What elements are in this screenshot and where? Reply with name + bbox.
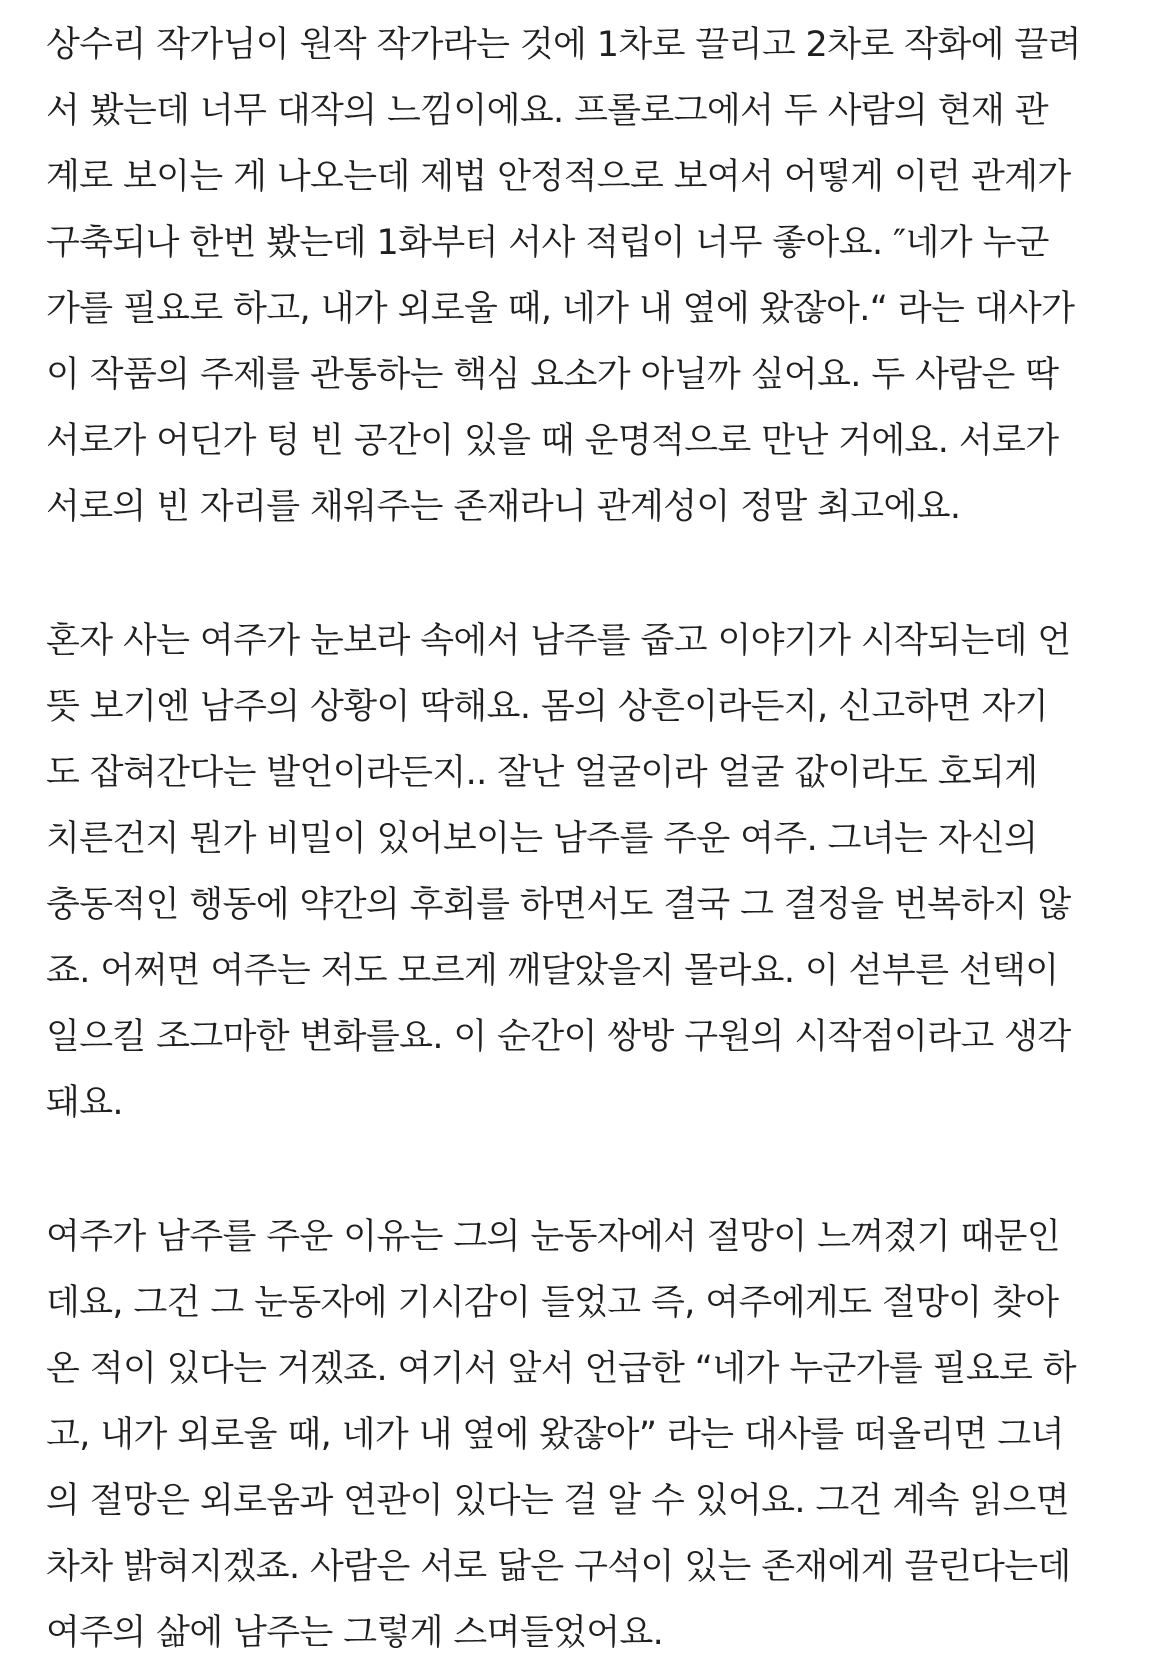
text-line: 상수리 작가님이 원작 작가라는 것에 1차로 끌리고 2차로 작화에 끌려 (46, 25, 1081, 65)
text-line: 혼자 사는 여주가 눈보라 속에서 남주를 줍고 이야기가 시작되는데 언 (46, 621, 1071, 661)
text-line: 계로 보이는 게 나오는데 제법 안정적으로 보여서 어떻게 이런 관계가 (46, 157, 1071, 197)
text-line: 고, 내가 외로울 때, 네가 내 옆에 왔잖아” 라는 대사를 떠올리면 그녀 (46, 1415, 1064, 1455)
paragraph-3 (46, 1204, 1126, 1666)
text-line: 서로가 어딘가 텅 빈 공간이 있을 때 운명적으로 만난 거에요. 서로가 (46, 421, 1059, 461)
text-line: 서로의 빈 자리를 채워주는 존재라니 관계성이 정말 최고에요. (46, 487, 961, 527)
text-line: 이 작품의 주제를 관통하는 핵심 요소가 아닐까 싶어요. 두 사람은 딱 (46, 355, 1059, 395)
paragraph-1 (46, 12, 1126, 540)
text-line: 일으킬 조그마한 변화를요. 이 순간이 쌍방 구원의 시작점이라고 생각 (46, 1017, 1071, 1057)
text-line: 구축되나 한번 봤는데 1화부터 서사 적립이 너무 좋아요. ″네가 누군 (46, 223, 1049, 263)
review-article (46, 12, 1126, 1666)
text-line: 가를 필요로 하고, 내가 외로울 때, 네가 내 옆에 왔잖아.“ 라는 대사가 (46, 289, 1075, 329)
text-line: 여주가 남주를 주운 이유는 그의 눈동자에서 절망이 느껴졌기 때문인 (46, 1217, 1061, 1257)
text-line: 죠. 어쩌면 여주는 저도 모르게 깨달았을지 몰라요. 이 섣부른 선택이 (46, 951, 1059, 991)
text-line: 도 잡혀간다는 발언이라든지.. 잘난 얼굴이라 얼굴 값이라도 호되게 (46, 753, 1038, 793)
text-line: 의 절망은 외로움과 연관이 있다는 걸 알 수 있어요. 그건 계속 읽으면 (46, 1481, 1069, 1521)
text-line: 서 봤는데 너무 대작의 느낌이에요. 프롤로그에서 두 사람의 현재 관 (46, 91, 1048, 131)
text-line: 뜻 보기엔 남주의 상황이 딱해요. 몸의 상흔이라든지, 신고하면 자기 (46, 687, 1048, 727)
text-line: 데요, 그건 그 눈동자에 기시감이 들었고 즉, 여주에게도 절망이 찾아 (46, 1283, 1059, 1323)
text-line: 돼요. (46, 1083, 123, 1123)
text-line: 차차 밝혀지겠죠. 사람은 서로 닮은 구석이 있는 존재에게 끌린다는데 (46, 1547, 1071, 1587)
text-line: 충동적인 행동에 약간의 후회를 하면서도 결국 그 결정을 번복하지 않 (46, 885, 1071, 925)
text-line: 여주의 삶에 남주는 그렇게 스며들었어요. (46, 1613, 664, 1653)
paragraph-spacer (46, 540, 1126, 608)
text-line: 온 적이 있다는 거겠죠. 여기서 앞서 언급한 “네가 누군가를 필요로 하 (46, 1349, 1076, 1389)
text-line: 치른건지 뭔가 비밀이 있어보이는 남주를 주운 여주. 그녀는 자신의 (46, 819, 1038, 859)
paragraph-2 (46, 608, 1126, 1136)
paragraph-spacer (46, 1136, 1126, 1204)
